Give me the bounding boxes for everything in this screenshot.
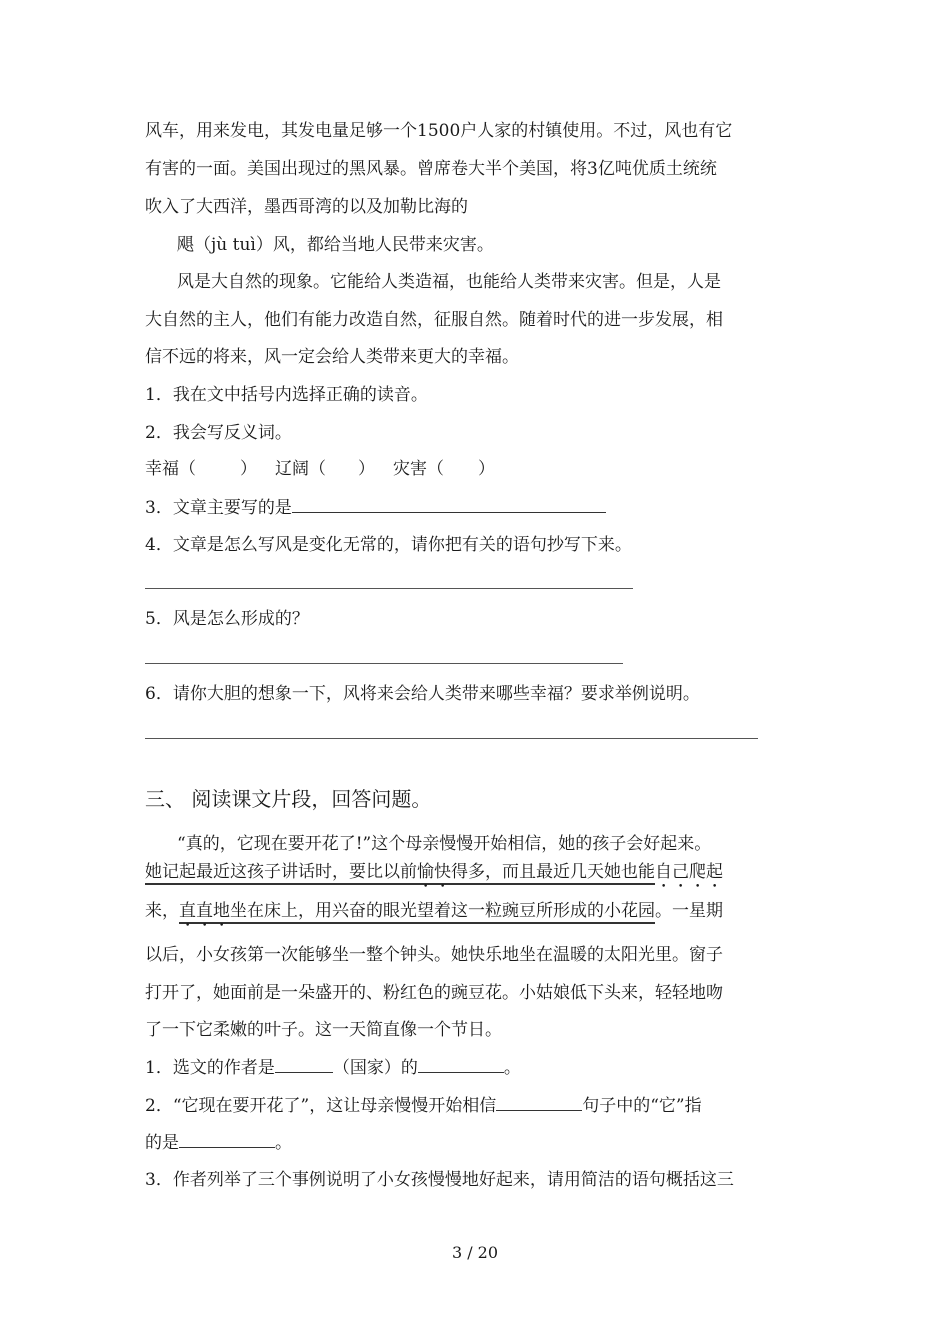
text-line [145, 859, 723, 892]
dotted-text: 直直地 [179, 901, 230, 924]
question-3 [145, 494, 606, 521]
antonym-label: 幸福（ [145, 459, 196, 479]
question-text: （国家）的 [332, 1058, 418, 1078]
question-1: 1．我在文中括号内选择正确的读音。 [145, 385, 428, 405]
plain-text: 。一星期 [655, 901, 723, 921]
question-3-text: 3．文章主要写的是 [145, 498, 292, 518]
text-line: 以后，小女孩第一次能够坐一整个钟头。她快乐地坐在温暖的太阳光里。窗子 [145, 945, 723, 965]
text-line: 了一下它柔嫩的叶子。这一天简直像一个节日。 [145, 1020, 502, 1040]
answer-line[interactable] [145, 663, 623, 664]
question-text: 句子中的“它”指 [582, 1096, 702, 1116]
bracket-close: ） [358, 459, 375, 479]
answer-line[interactable] [145, 738, 758, 739]
question-1 [145, 1054, 521, 1081]
question-2 [145, 1092, 702, 1119]
question-2: 2．我会写反义词。 [145, 423, 292, 443]
answer-blank[interactable] [275, 1054, 333, 1073]
section-heading: 三、 阅读课文片段，回答问题。 [145, 787, 432, 811]
question-5: 5．风是怎么形成的？ [145, 609, 309, 629]
answer-blank[interactable] [179, 1129, 275, 1148]
text-line: 飓（jù tuì）风，都给当地人民带来灾害。 [177, 235, 494, 255]
text-line [145, 898, 723, 931]
dotted-text: 愉快 [417, 862, 451, 885]
bracket-close: ） [240, 459, 257, 479]
bracket-close: ） [478, 459, 495, 479]
underlined-text: 得多，而且最近几天她也能 [451, 862, 655, 885]
question-2-cont [145, 1129, 292, 1156]
text-line: 打开了，她面前是一朵盛开的、粉红色的豌豆花。小姑娘低下头来，轻轻地吻 [145, 983, 723, 1003]
answer-line[interactable] [145, 588, 633, 589]
answer-blank[interactable] [496, 1092, 582, 1111]
underlined-text: 她记起最近这孩子讲话时，要比以前 [145, 862, 417, 885]
plain-text: 来， [145, 901, 179, 921]
antonym-label: 灾害（ [393, 459, 444, 479]
text-line: 吹入了大西洋，墨西哥湾的以及加勒比海的 [145, 197, 468, 217]
question-text: 的是 [145, 1133, 179, 1153]
text-line: 有害的一面。美国出现过的黑风暴。曾席卷大半个美国，将3亿吨优质土统统 [145, 159, 717, 179]
question-text: 2．“它现在要开花了”，这让母亲慢慢开始相信 [145, 1096, 497, 1116]
question-6: 6．请你大胆的想象一下，风将来会给人类带来哪些幸福？要求举例说明。 [145, 684, 700, 704]
text-line: “真的，它现在要开花了!”这个母亲慢慢开始相信，她的孩子会好起来。 [177, 834, 712, 854]
question-4: 4．文章是怎么写风是变化无常的，请你把有关的语句抄写下来。 [145, 535, 632, 555]
text-line: 风是大自然的现象。它能给人类造福，也能给人类带来灾害。但是，人是 [177, 272, 721, 292]
page-number: 3 / 20 [451, 1243, 499, 1262]
antonym-label: 辽阔（ [275, 459, 326, 479]
text-line: 信不远的将来，风一定会给人类带来更大的幸福。 [145, 347, 519, 367]
answer-blank[interactable] [418, 1054, 504, 1073]
underlined-text: 坐在床上，用兴奋的眼光望着这一粒豌豆所形成的小花园 [230, 901, 655, 924]
question-text: 。 [503, 1058, 521, 1078]
text-line: 大自然的主人，他们有能力改造自然，征服自然。随着时代的进一步发展，相 [145, 310, 723, 330]
dotted-text: 自己爬起 [655, 862, 723, 882]
text-line: 风车，用来发电，其发电量足够一个1500户人家的村镇使用。不过，风也有它 [145, 121, 733, 141]
question-text: 1．选文的作者是 [145, 1058, 275, 1078]
answer-blank[interactable] [292, 494, 606, 513]
question-text: 。 [275, 1133, 292, 1153]
question-3: 3．作者列举了三个事例说明了小女孩慢慢地好起来，请用简洁的语句概括这三 [145, 1170, 734, 1190]
antonym-row [145, 456, 495, 482]
